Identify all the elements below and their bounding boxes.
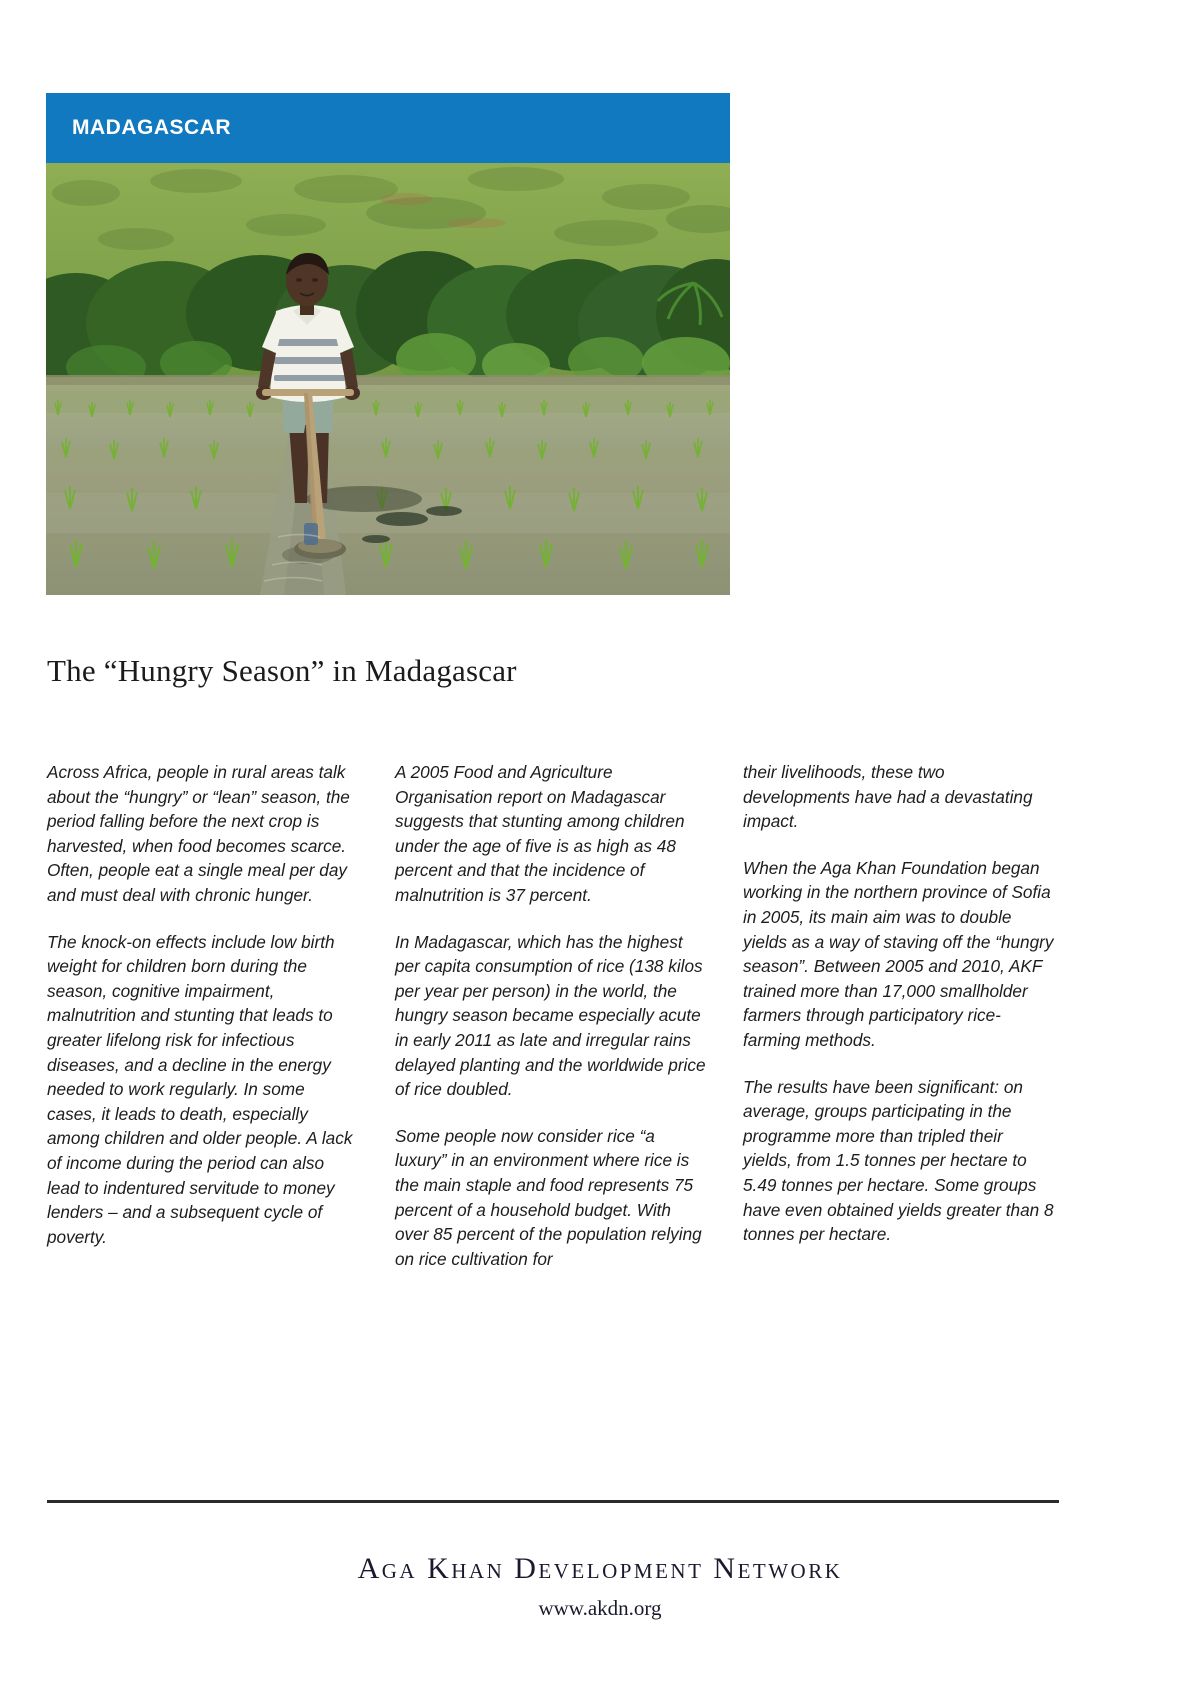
organisation-name: Aga Khan Development Network bbox=[357, 1552, 843, 1585]
country-banner-label: MADAGASCAR bbox=[72, 116, 231, 139]
paragraph: their livelihoods, these two developments have had a devastating impact. bbox=[743, 762, 1033, 832]
footer bbox=[0, 1552, 1200, 1621]
paragraph: Some people now consider rice “a luxury” in an environment where rice is the main staple and food represents 75 percent of a household budget. With over 85 percent of the population relying on rice cultivation for bbox=[395, 1125, 702, 1269]
paragraph: When the Aga Khan Foundation began working in the northern province of Sofia in 2005, its main aim was to double yields as a way of staving off the “hungry season”. Between 2005 and 2010, AKF trained more than 17,000 smallholder farmers through participatory rice-farming methods. bbox=[743, 857, 1054, 1050]
website-url[interactable]: www.akdn.org bbox=[538, 1596, 662, 1620]
paragraph: The knock-on effects include low birth weight for children born during the season, cognitive impairment, malnutrition and stunting that leads to greater lifelong risk for infectious diseases, and a decline in the energy needed to work regularly. In some cases, it leads to death, especially among children and older people. A lack of income during the period can also lead to indentured servitude to money lenders – and a subsequent cycle of poverty. bbox=[47, 931, 353, 1247]
paragraph: The results have been significant: on average, groups participating in the programme more than tripled their yields, from 1.5 tonnes per hectare to 5.49 tonnes per hectare. Some groups have even obtained yields greater than 8 tonnes per hectare. bbox=[743, 1076, 1054, 1245]
article-columns bbox=[47, 760, 1057, 1271]
article-column-1 bbox=[47, 760, 359, 1271]
page-title: The “Hungry Season” in Madagascar bbox=[47, 652, 517, 688]
country-banner bbox=[46, 93, 730, 163]
hero-photo-illustration bbox=[46, 163, 730, 595]
article-column-3 bbox=[743, 760, 1055, 1271]
paragraph: In Madagascar, which has the highest per capita consumption of rice (138 kilos per year per person) in the world, the hungry season became especially acute in early 2011 as late and irregular rains delayed planting and the worldwide price of rice doubled. bbox=[395, 931, 706, 1100]
paragraph: A 2005 Food and Agriculture Organisation report on Madagascar suggests that stunting among children under the age of five is as high as 48 percent and that the incidence of malnutrition is 37 percent. bbox=[395, 762, 685, 905]
footer-divider bbox=[47, 1500, 1059, 1503]
article-column-2 bbox=[395, 760, 707, 1271]
hero-photo bbox=[46, 163, 730, 595]
paragraph: Across Africa, people in rural areas talk about the “hungry” or “lean” season, the period falling before the next crop is harvested, when food becomes scarce. Often, people eat a single meal per day and must deal with chronic hunger. bbox=[47, 762, 350, 905]
